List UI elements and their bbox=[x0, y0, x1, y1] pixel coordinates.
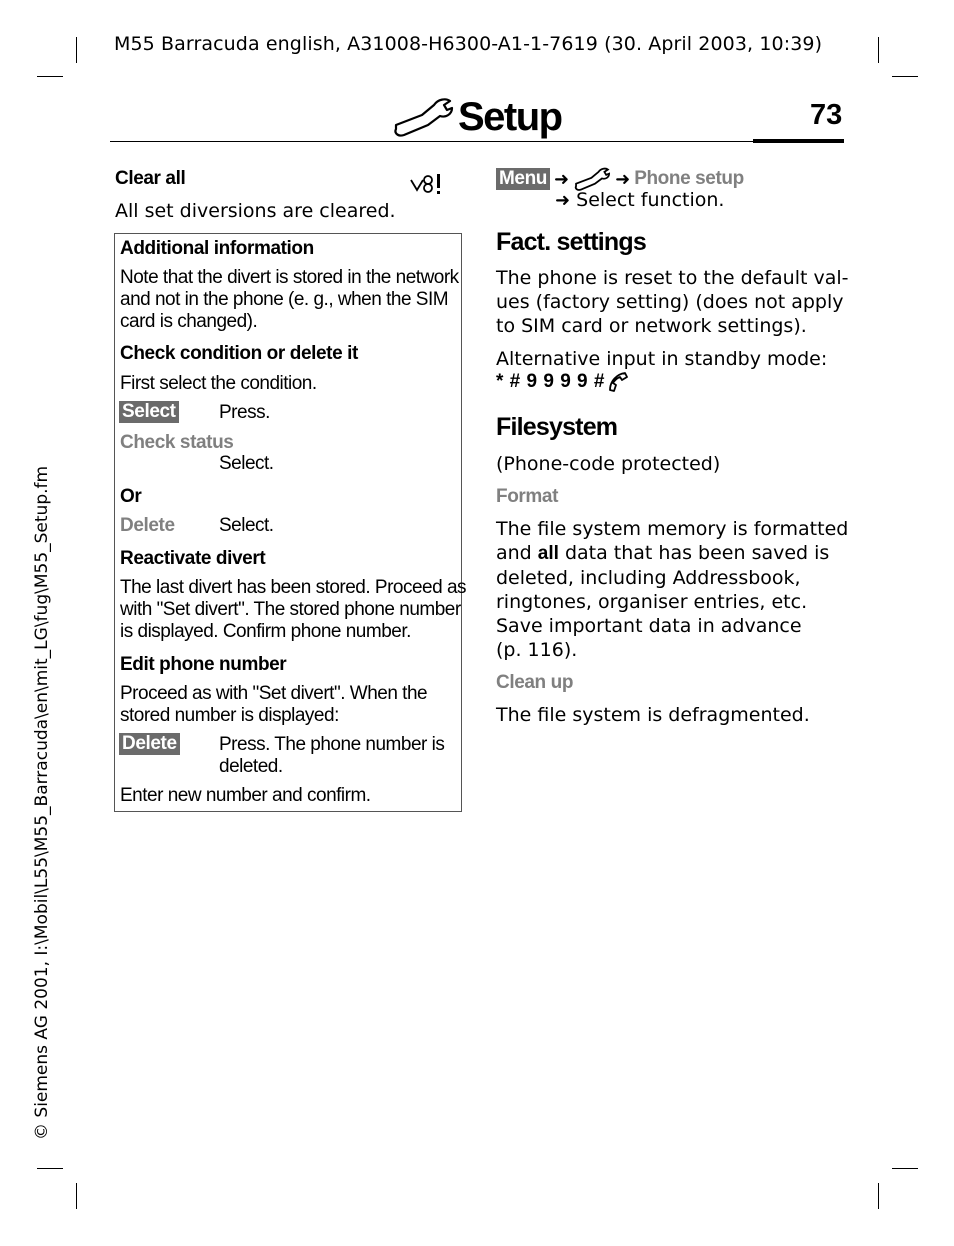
info-note-line: Note that the divert is stored in the network bbox=[120, 267, 459, 288]
page-number-rule bbox=[753, 139, 844, 143]
delete-key-desc bbox=[219, 734, 444, 778]
wrench-icon bbox=[392, 95, 454, 139]
format-label: Format bbox=[496, 486, 558, 507]
arrow-icon: ➜ bbox=[615, 168, 631, 190]
format-line-post: data that has been saved is bbox=[558, 542, 830, 564]
cleanup-label: Clean up bbox=[496, 672, 574, 693]
check-text: First select the condition. bbox=[120, 373, 317, 394]
fact-settings-line: The phone is reset to the default val- bbox=[496, 267, 849, 289]
fact-settings-line: to SIM card or network settings). bbox=[496, 315, 807, 337]
reactivate-heading: Reactivate divert bbox=[120, 548, 266, 569]
factory-code bbox=[496, 371, 629, 393]
menu-softkey[interactable]: Menu bbox=[496, 168, 550, 190]
enter-text: Enter new number and confirm. bbox=[120, 785, 371, 806]
format-line: ringtones, organiser entries, etc. bbox=[496, 591, 808, 613]
crop-mark bbox=[76, 37, 77, 63]
format-text bbox=[496, 517, 848, 662]
fact-settings-text bbox=[496, 266, 849, 338]
info-note-line: card is changed). bbox=[120, 311, 258, 332]
side-file-path bbox=[32, 466, 52, 1140]
select-desc: Press. bbox=[219, 402, 270, 423]
cleanup-text: The file system is defragmented. bbox=[496, 704, 810, 726]
page-number: 73 bbox=[810, 99, 843, 131]
delete-key-desc-line: Press. The phone number is bbox=[219, 734, 445, 755]
network-dependent-icon bbox=[409, 172, 443, 200]
factory-code-text: * # 9 9 9 9 # bbox=[496, 371, 605, 392]
crop-mark bbox=[76, 1183, 77, 1209]
delete-label: Delete bbox=[120, 515, 175, 536]
running-head: M55 Barracuda english, A31008-H6300-A1-1-7619 (30. April 2003, 10:39) bbox=[114, 33, 823, 55]
edit-line: Proceed as with "Set divert". When the bbox=[120, 683, 428, 704]
format-line bbox=[496, 541, 848, 566]
format-line-pre: and bbox=[496, 542, 538, 564]
or-label: Or bbox=[120, 486, 142, 507]
format-line: Save important data in advance bbox=[496, 615, 802, 637]
phone-code-protected: (Phone-code protected) bbox=[496, 453, 721, 475]
format-line: (p. 116). bbox=[496, 639, 578, 661]
alt-input-text: Alternative input in standby mode: bbox=[496, 348, 828, 370]
check-heading: Check condition or delete it bbox=[120, 343, 358, 364]
filesystem-heading: Filesystem bbox=[496, 413, 618, 441]
page-title: Setup bbox=[458, 94, 562, 139]
call-key-icon bbox=[607, 371, 629, 393]
phone-setup-label: Phone setup bbox=[634, 168, 744, 189]
edit-line: stored number is displayed: bbox=[120, 705, 339, 726]
delete-softkey[interactable]: Delete bbox=[119, 733, 180, 755]
clear-all-text: All set diversions are cleared. bbox=[115, 200, 396, 222]
check-status-label: Check status bbox=[120, 432, 234, 453]
edit-text bbox=[120, 683, 427, 727]
select-softkey[interactable]: Select bbox=[119, 401, 179, 423]
select-function-line bbox=[555, 188, 724, 213]
info-note bbox=[120, 267, 459, 333]
crop-mark bbox=[878, 1183, 879, 1209]
delete-key-desc-line: deleted. bbox=[219, 756, 283, 777]
clear-all-heading: Clear all bbox=[115, 168, 186, 189]
fact-settings-heading: Fact. settings bbox=[496, 228, 646, 256]
crop-mark bbox=[37, 1168, 63, 1169]
info-box-title: Additional information bbox=[120, 238, 314, 259]
reactivate-text bbox=[120, 577, 466, 643]
format-line: The file system memory is formatted bbox=[496, 518, 849, 540]
format-line-bold: all bbox=[537, 543, 559, 564]
arrow-icon: ➜ bbox=[554, 168, 570, 190]
crop-mark bbox=[892, 1168, 918, 1169]
delete-desc: Select. bbox=[219, 515, 274, 536]
check-status-desc: Select. bbox=[219, 453, 274, 474]
info-note-line: and not in the phone (e. g., when the SIM bbox=[120, 289, 449, 310]
crop-mark bbox=[892, 76, 918, 77]
reactivate-line: with "Set divert". The stored phone number bbox=[120, 599, 461, 620]
crop-mark bbox=[878, 37, 879, 63]
fact-settings-line: ues (factory setting) (does not apply bbox=[496, 291, 844, 313]
reactivate-line: is displayed. Confirm phone number. bbox=[120, 621, 411, 642]
crop-mark bbox=[37, 76, 63, 77]
arrow-icon: ➜ bbox=[555, 190, 571, 211]
format-line: deleted, including Addressbook, bbox=[496, 567, 801, 589]
reactivate-line: The last divert has been stored. Proceed as bbox=[120, 577, 467, 598]
side-file-path-text: © Siemens AG 2001, I:\Mobil\L55\M55_Barracuda\en\mit_LG\fug\M55_Setup.fm bbox=[32, 465, 52, 1140]
select-function-text: Select function. bbox=[576, 189, 725, 211]
title-rule bbox=[110, 141, 844, 142]
edit-heading: Edit phone number bbox=[120, 654, 287, 675]
page-title-block bbox=[392, 92, 562, 142]
